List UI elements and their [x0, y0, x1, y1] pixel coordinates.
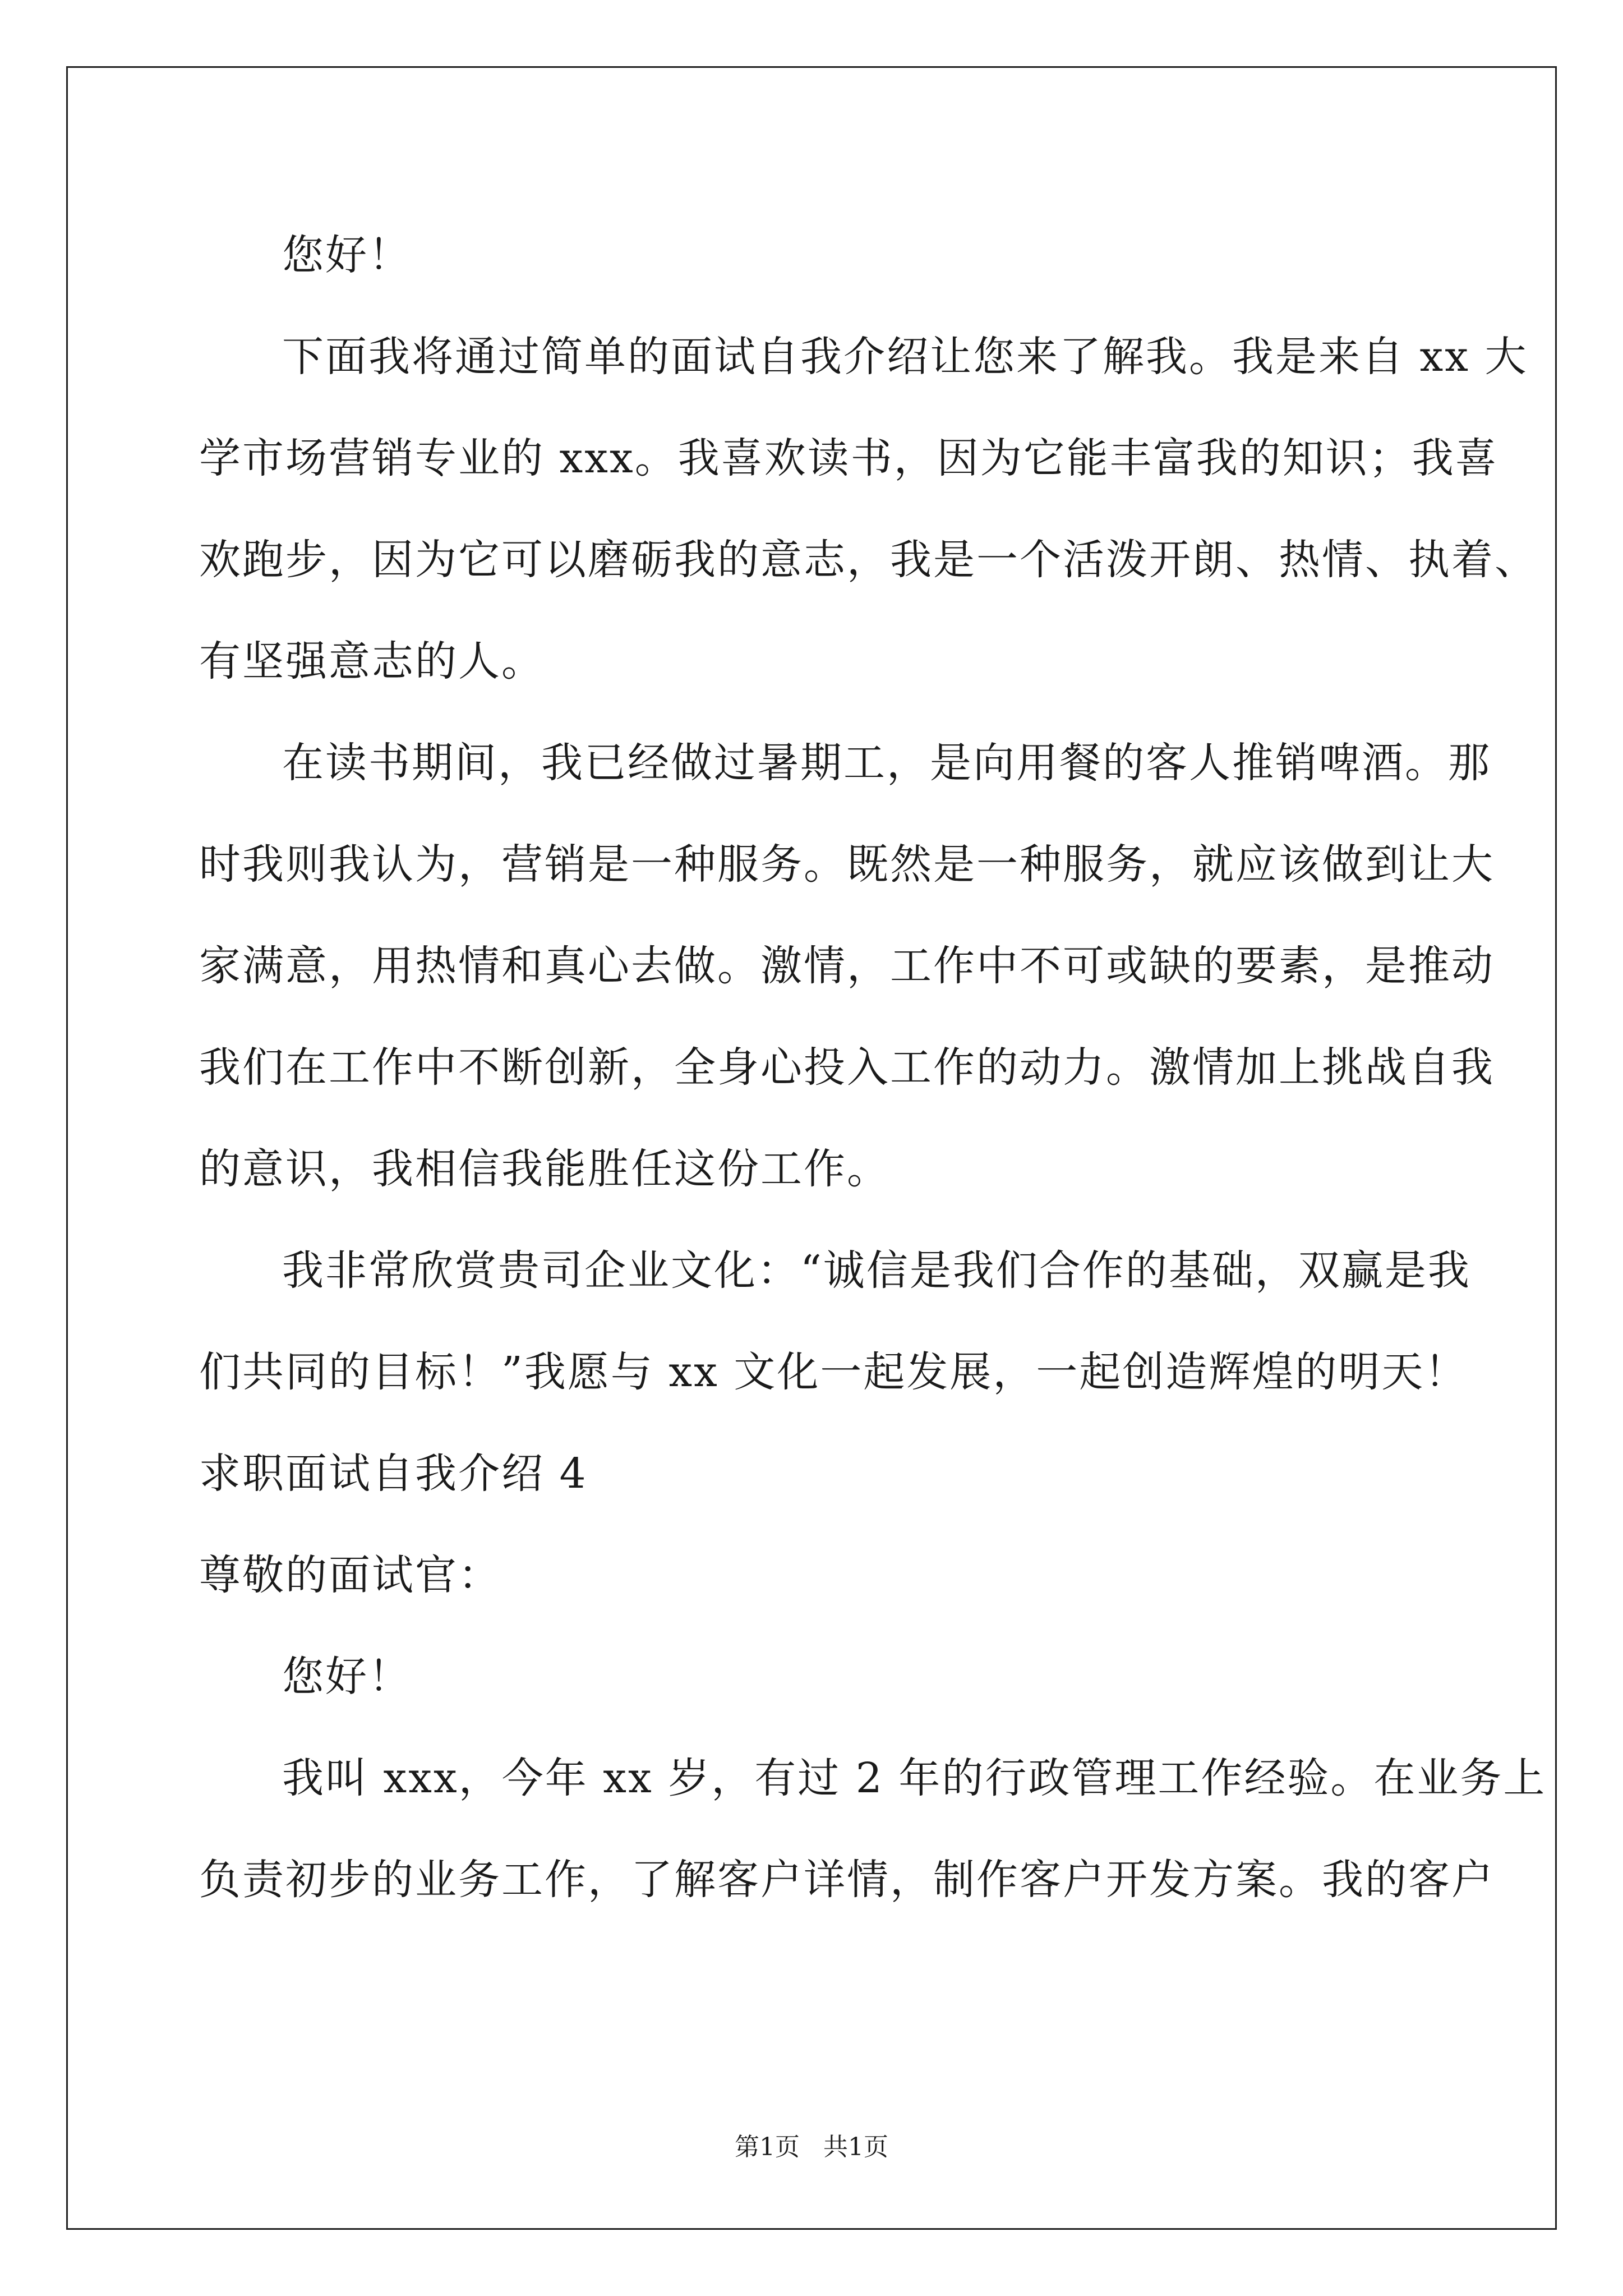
page-number-footer: 第1页 共1页 [735, 2133, 888, 2161]
paragraph-line: 我叫 xxx，今年 xx 岁，有过 2 年的行政管理工作经验。在业务上 [282, 1754, 1547, 1802]
paragraph-line: 负责初步的业务工作，了解客户详情，制作客户开发方案。我的客户 [199, 1856, 1495, 1904]
paragraph-line: 下面我将通过简单的面试自我介绍让您来了解我。我是来自 xx 大 [282, 333, 1528, 381]
paragraph-line: 我们在工作中不断创新，全身心投入工作的动力。激情加上挑战自我 [199, 1043, 1495, 1092]
paragraph-line: 欢跑步，因为它可以磨砺我的意志，我是一个活泼开朗、热情、执着、 [199, 536, 1538, 584]
paragraph-line: 在读书期间，我已经做过暑期工，是向用餐的客人推销啤酒。那 [282, 739, 1491, 787]
salutation-line: 尊敬的面试官： [199, 1551, 501, 1599]
greeting-line: 您好！ [282, 1653, 412, 1701]
document-body [199, 205, 1547, 1931]
paragraph-line: 时我则我认为，营销是一种服务。既然是一种服务，就应该做到让大 [199, 840, 1495, 889]
paragraph-line: 的意识，我相信我能胜任这份工作。 [199, 1145, 890, 1193]
paragraph-line: 有坚强意志的人。 [199, 637, 545, 685]
greeting-line: 您好！ [282, 231, 412, 279]
paragraph-line: 我非常欣赏贵司企业文化：“诚信是我们合作的基础，双赢是我 [282, 1246, 1471, 1295]
paragraph-line: 学市场营销专业的 xxx。我喜欢读书，因为它能丰富我的知识；我喜 [199, 434, 1498, 482]
section-heading: 求职面试自我介绍 4 [199, 1450, 588, 1498]
paragraph-line: 们共同的目标！”我愿与 xx 文化一起发展，一起创造辉煌的明天！ [199, 1348, 1468, 1396]
paragraph-line: 家满意，用热情和真心去做。激情，工作中不可或缺的要素，是推动 [199, 942, 1495, 990]
